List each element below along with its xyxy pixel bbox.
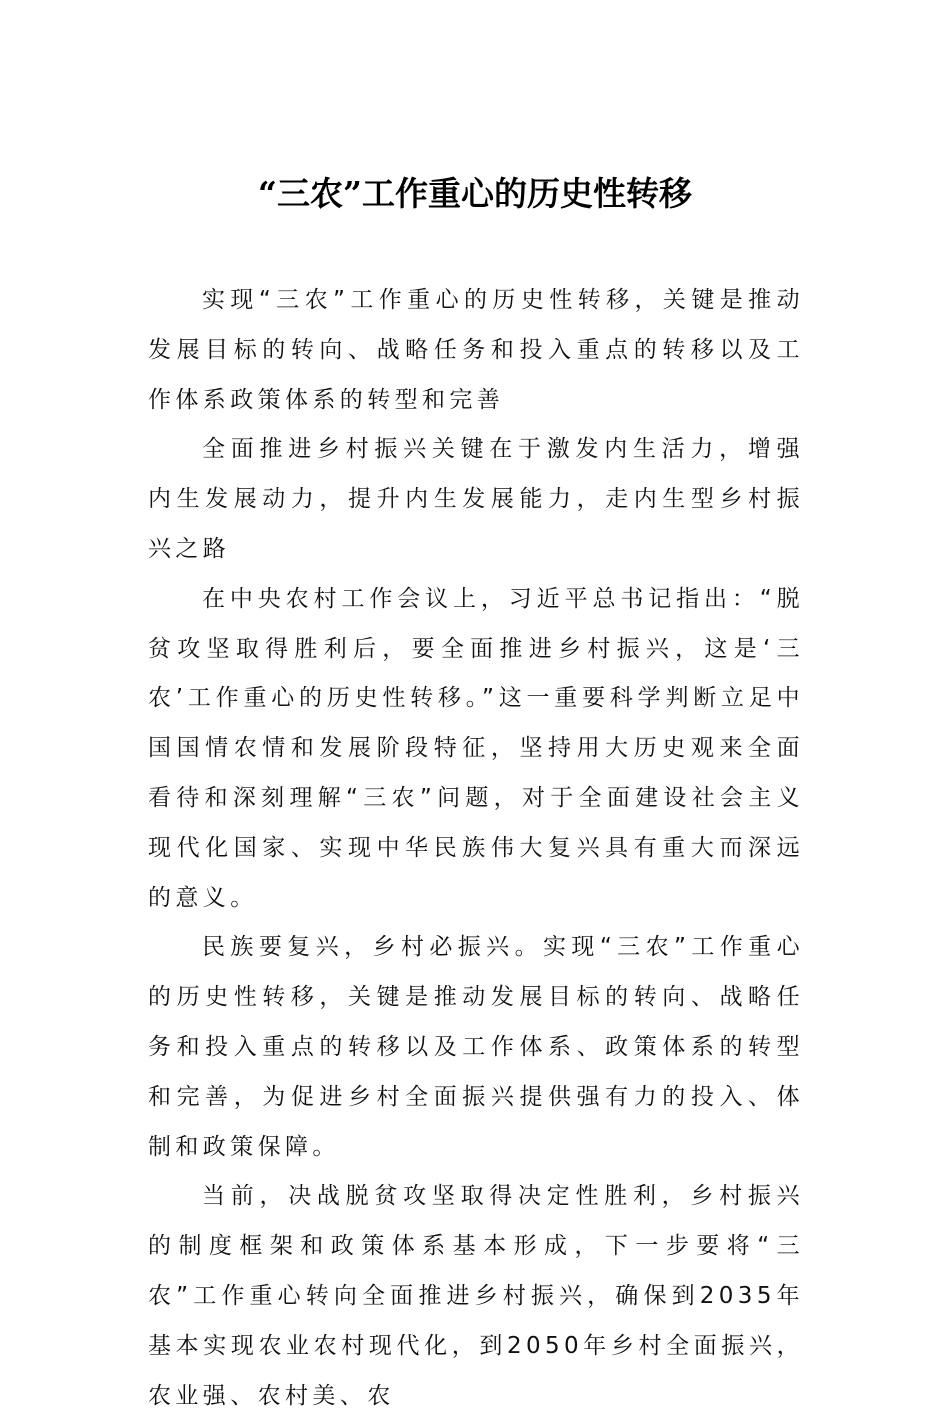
document-body <box>148 276 804 1421</box>
paragraph-4: 民族要复兴，乡村必振兴。实现“三农”工作重心的历史性转移，关键是推动发展目标的转向、战略任务和投入重点的转移以及工作体系、政策体系的转型和完善，为促进乡村全面振兴提供强有力的投入、体制和政策保障。 <box>148 934 804 1160</box>
document-title: “三农”工作重心的历史性转移 <box>258 174 692 213</box>
paragraph-3: 在中央农村工作会议上，习近平总书记指出：“脱贫攻坚取得胜利后，要全面推进乡村振兴，这是‘三农’工作重心的历史性转移。”这一重要科学判断立足中国国情农情和发展阶段特征，坚持用大历史观来全面看待和深刻理解“三农”问题，对于全面建设社会主义现代化国家、实现中华民族伟大复兴具有重大而深远的意义。 <box>148 585 804 911</box>
paragraph-1: 实现“三农”工作重心的历史性转移，关键是推动发展目标的转向、战略任务和投入重点的转移以及工作体系政策体系的转型和完善 <box>148 287 804 413</box>
paragraph-2: 全面推进乡村振兴关键在于激发内生活力，增强内生发展动力，提升内生发展能力，走内生型乡村振兴之路 <box>148 436 804 562</box>
paragraph-5: 当前，决战脱贫攻坚取得决定性胜利，乡村振兴的制度框架和政策体系基本形成，下一步要将“三农”工作重心转向全面推进乡村振兴，确保到2035年基本实现农业农村现代化，到2050年乡村全面振兴，农业强、农村美、农 <box>148 1183 804 1409</box>
